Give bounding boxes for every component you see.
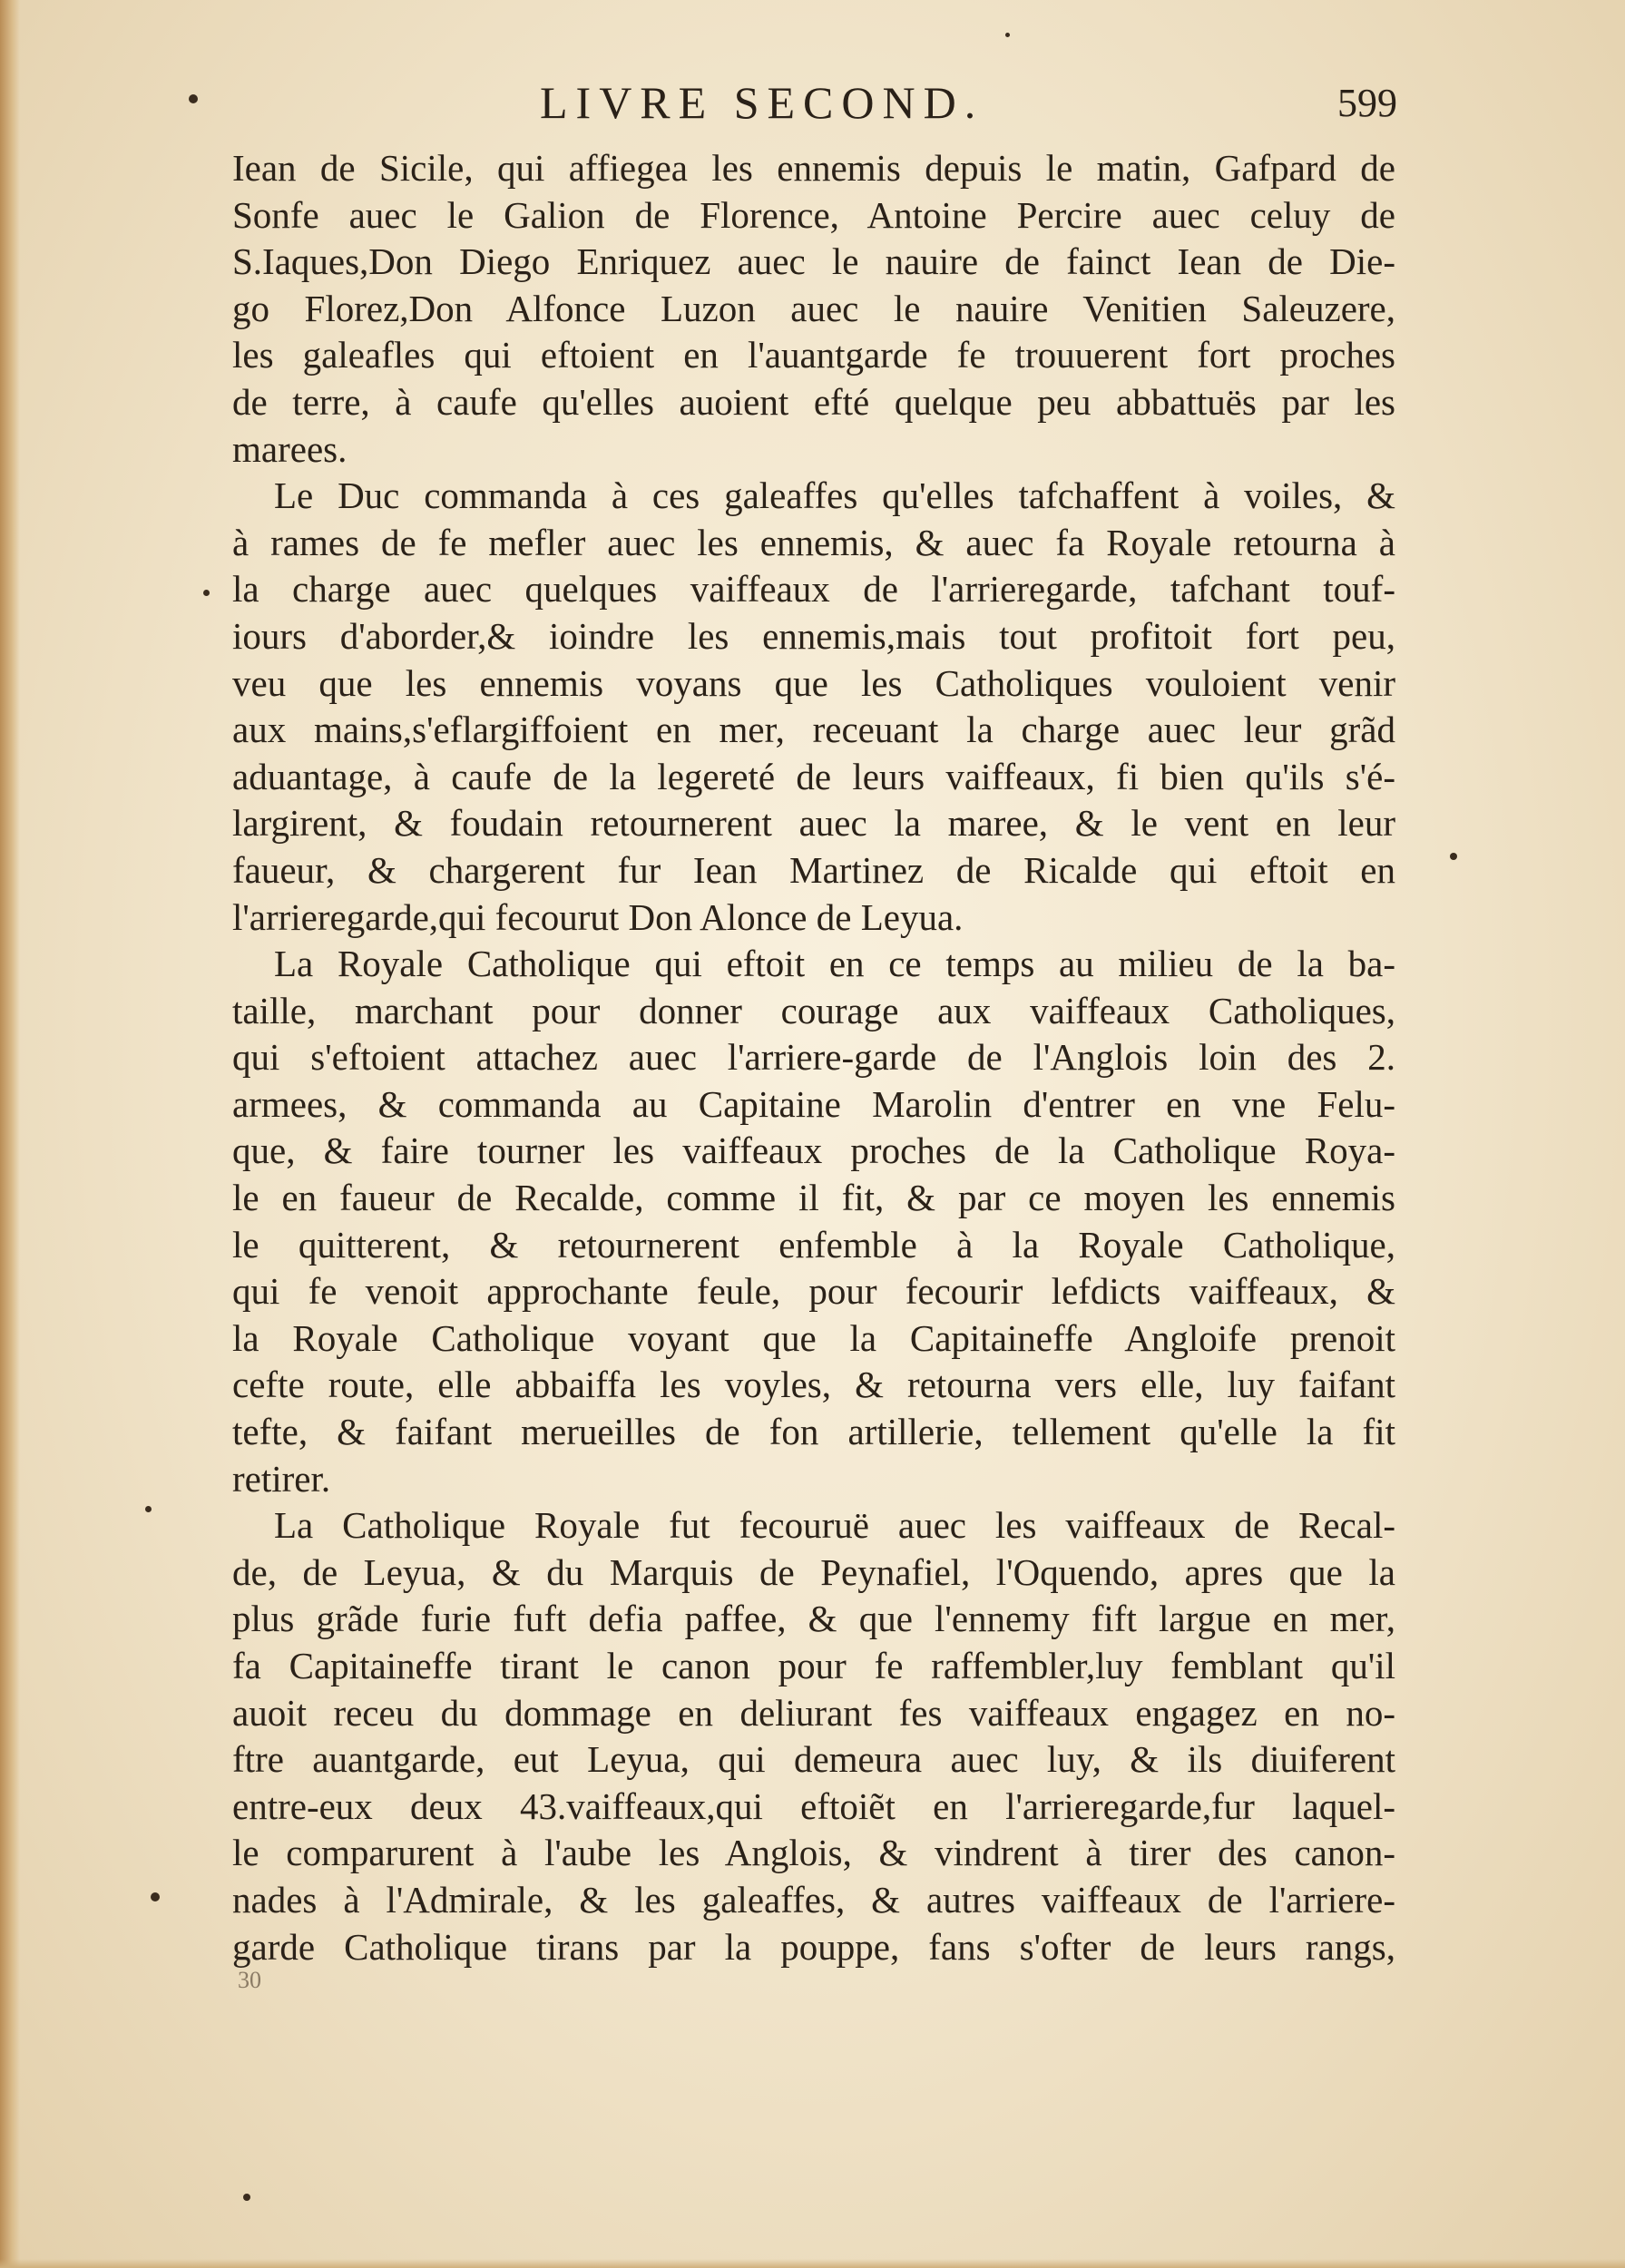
text-line: La Catholique Royale fut fecouruë auec les vaiffeaux de Recal- [274,1504,1395,1547]
text-line: Sonfe auec le Galion de Florence, Antoine Percire auec celuy de [232,193,1395,236]
ink-speck [151,1892,160,1901]
text-line: fa Capitaineffe tirant le canon pour fe raffembler,luy femblant qu'il [232,1645,1395,1686]
ink-speck [189,94,198,103]
text-line: tefte, & faifant merueilles de fon artillerie, tellement qu'elle la fit [232,1411,1395,1453]
text-line: nades à l'Admirale, & les galeaffes, & autres vaiffeaux de l'arriere- [232,1878,1395,1921]
page-edge-shadow [0,0,20,2268]
text-line: La Royale Catholique qui eftoit en ce temps au milieu de la ba- [274,943,1395,985]
text-line: auoit receu du dommage en deliurant fes vaiffeaux engagez en no- [232,1691,1395,1734]
ink-speck [1005,33,1010,37]
text-line: cefte route, elle abbaiffa les voyles, & retourna vers elle, luy faifant [232,1364,1395,1406]
body-text [232,145,1395,1970]
page-number: 599 [1337,81,1397,125]
running-head: LIVRE SECOND. [540,77,984,128]
ink-speck [203,590,210,596]
text-line: go Florez,Don Alfonce Luzon auec le nauire Venitien Saleuzere, [232,287,1395,329]
ink-speck [145,1506,152,1512]
text-line: la charge auec quelques vaiffeaux de l'arrieregarde, tafchant touf- [232,568,1395,611]
text-line: taille, marchant pour donner courage aux vaiffeaux Catholiques, [232,989,1395,1031]
page-header [227,71,1397,134]
text-line: aux mains,s'eflargiffoient en mer, receuant la charge auec leur grãd [232,709,1395,751]
text-line: le comparurent à l'aube les Anglois, & vindrent à tirer des canon- [232,1832,1395,1874]
text-line: garde Catholique tirans par la pouppe, fans s'ofter de leurs rangs, [232,1925,1395,1968]
text-line: retirer. [232,1457,331,1500]
signature-mark: 30 [238,1967,261,1993]
page-bottom-shadow [0,2259,1625,2268]
text-line: qui s'eftoient attachez auec l'arriere-garde de l'Anglois loin des 2. [232,1036,1395,1079]
text-line: entre-eux deux 43.vaiffeaux,qui eftoiẽt en l'arrieregarde,fur laquel- [232,1784,1395,1827]
text-line: Le Duc commanda à ces galeaffes qu'elles tafchaffent à voiles, & [274,474,1395,517]
text-line: largirent, & foudain retournerent auec la maree, & le vent en leur [232,802,1395,845]
text-line: ftre auantgarde, eut Leyua, qui demeura auec luy, & ils diuiferent [232,1738,1395,1781]
text-line: armees, & commanda au Capitaine Marolin d'entrer en vne Felu- [232,1082,1395,1125]
text-line: qui fe venoit approchante feule, pour fecourir lefdicts vaiffeaux, & [232,1270,1395,1313]
text-line: S.Iaques,Don Diego Enriquez auec le nauire de fainct Iean de Die- [232,240,1395,283]
text-line: aduantage, à caufe de la legereté de leurs vaiffeaux, fi bien qu'ils s'é- [232,755,1395,797]
text-line: faueur, & chargerent fur Iean Martinez de Ricalde qui eftoit en [232,848,1395,891]
text-line: la Royale Catholique voyant que la Capitaineffe Angloife prenoit [232,1316,1395,1359]
text-line: iours d'aborder,& ioindre les ennemis,mais tout profitoit fort peu, [232,614,1395,657]
text-line: que, & faire tourner les vaiffeaux proches de la Catholique Roya- [232,1129,1395,1172]
text-line: marees. [232,427,348,470]
text-line: de terre, à caufe qu'elles auoient efté quelque peu abbattuës par les [232,380,1395,423]
text-line: les galeafles qui eftoient en l'auantgarde fe trouuerent fort proches [232,334,1395,376]
text-line: à rames de fe mefler auec les ennemis, & auec fa Royale retourna à [232,521,1395,563]
text-line: veu que les ennemis voyans que les Catholiques vouloient venir [232,661,1395,704]
text-line: Iean de Sicile, qui affiegea les ennemis depuis le matin, Gafpard de [232,147,1395,189]
text-line: plus grãde furie fuft defia paffee, & que l'ennemy fift largue en mer, [232,1598,1395,1640]
ink-speck [243,2194,250,2201]
text-line: l'arrieregarde,qui fecourut Don Alonce de Leyua. [232,895,964,938]
ink-speck [1450,853,1457,860]
text-line: de, de Leyua, & du Marquis de Peynafiel, l'Oquendo, apres que la [232,1550,1395,1593]
text-line: le en faueur de Recalde, comme il fit, & par ce moyen les ennemis [232,1177,1395,1219]
text-line: le quitterent, & retournerent enfemble à la Royale Catholique, [232,1223,1395,1266]
